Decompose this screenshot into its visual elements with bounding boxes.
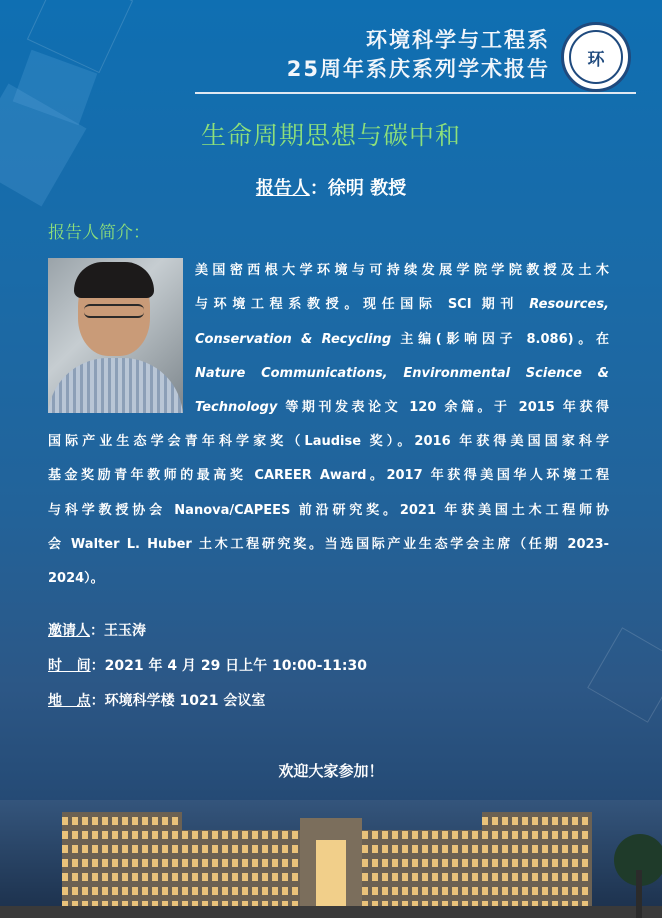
portrait-glasses: [84, 304, 144, 318]
inviter-line: [48, 620, 146, 640]
speaker-line: [0, 174, 662, 200]
building-left-wing: [62, 812, 182, 918]
building-right-wing: [482, 812, 592, 918]
header-line-2: 25周年系庆系列学术报告: [286, 57, 550, 81]
place-label: 地 点: [48, 693, 91, 709]
inviter-value: ：王玉涛: [90, 623, 146, 639]
lecture-title: 生命周期思想与碳中和: [200, 121, 461, 150]
bio-text: 美国密西根大学环境与可持续发展学院学院教授及土木: [195, 263, 609, 278]
bio-text: 主编(影响因子 8.086)。在: [391, 331, 609, 347]
time-line: [48, 655, 367, 675]
university-seal-icon: [561, 22, 631, 92]
bio-line: [195, 254, 609, 288]
bio-text: 与环境工程系教授。现任国际 SCI 期刊: [195, 297, 530, 313]
time-label: 时 间: [48, 658, 91, 674]
portrait-hair: [74, 262, 154, 298]
bio-line: 与科学教授协会 Nanova/CAPEES 前沿研究奖。2021 年获美国土木工程师协: [48, 502, 609, 518]
journal-name: Resources,: [529, 297, 609, 313]
speaker-label: 报告人: [255, 178, 310, 199]
decorative-square: [587, 627, 662, 723]
header-title: [287, 26, 550, 84]
inviter-label: 邀请人: [48, 623, 90, 639]
place-line: [48, 690, 265, 710]
bio-line: 国际产业生态学会青年科学家奖（Laudise 奖）。2016 年获得美国国家科学: [48, 434, 609, 449]
header-line-1: 环境科学与工程系: [366, 28, 550, 52]
speaker-name: 徐明 教授: [327, 178, 407, 199]
welcome-text: 欢迎大家参加！: [278, 762, 384, 780]
campus-building-image: [0, 800, 662, 918]
bio-line: 基金奖励青年教师的最高奖 CAREER Award。2017 年获得美国华人环境工程: [48, 468, 609, 484]
intro-label: 报告人简介：: [48, 223, 150, 243]
bio-line: 2024）。: [48, 571, 104, 587]
bio-right-block: [195, 254, 609, 425]
bio-line: [195, 357, 609, 391]
bio-line: [195, 391, 609, 425]
place-value: ：环境科学楼 1021 会议室: [90, 693, 266, 709]
journal-name: Technology: [195, 400, 278, 416]
bio-line: [195, 288, 609, 322]
speaker-colon: ：: [309, 178, 328, 199]
bio-full-block: [48, 425, 609, 596]
portrait-shirt: [48, 358, 183, 413]
bio-line: 会 Walter L. Huber 土木工程研究奖。当选国际产业生态学会主席（任期 2023-: [48, 536, 609, 552]
bio-text: 等期刊发表论文 120 余篇。于 2015 年获得: [277, 400, 609, 416]
journal-names: Nature Communications, Environmental Science &: [195, 365, 609, 381]
bio-line: [195, 323, 609, 357]
speaker-portrait: [48, 258, 183, 413]
time-value: ：2021 年 4 月 29 日上午 10:00-11:30: [90, 658, 367, 674]
journal-name: Conservation & Recycling: [195, 331, 392, 347]
header-divider: [195, 92, 636, 94]
logo-text: 环: [569, 30, 623, 84]
